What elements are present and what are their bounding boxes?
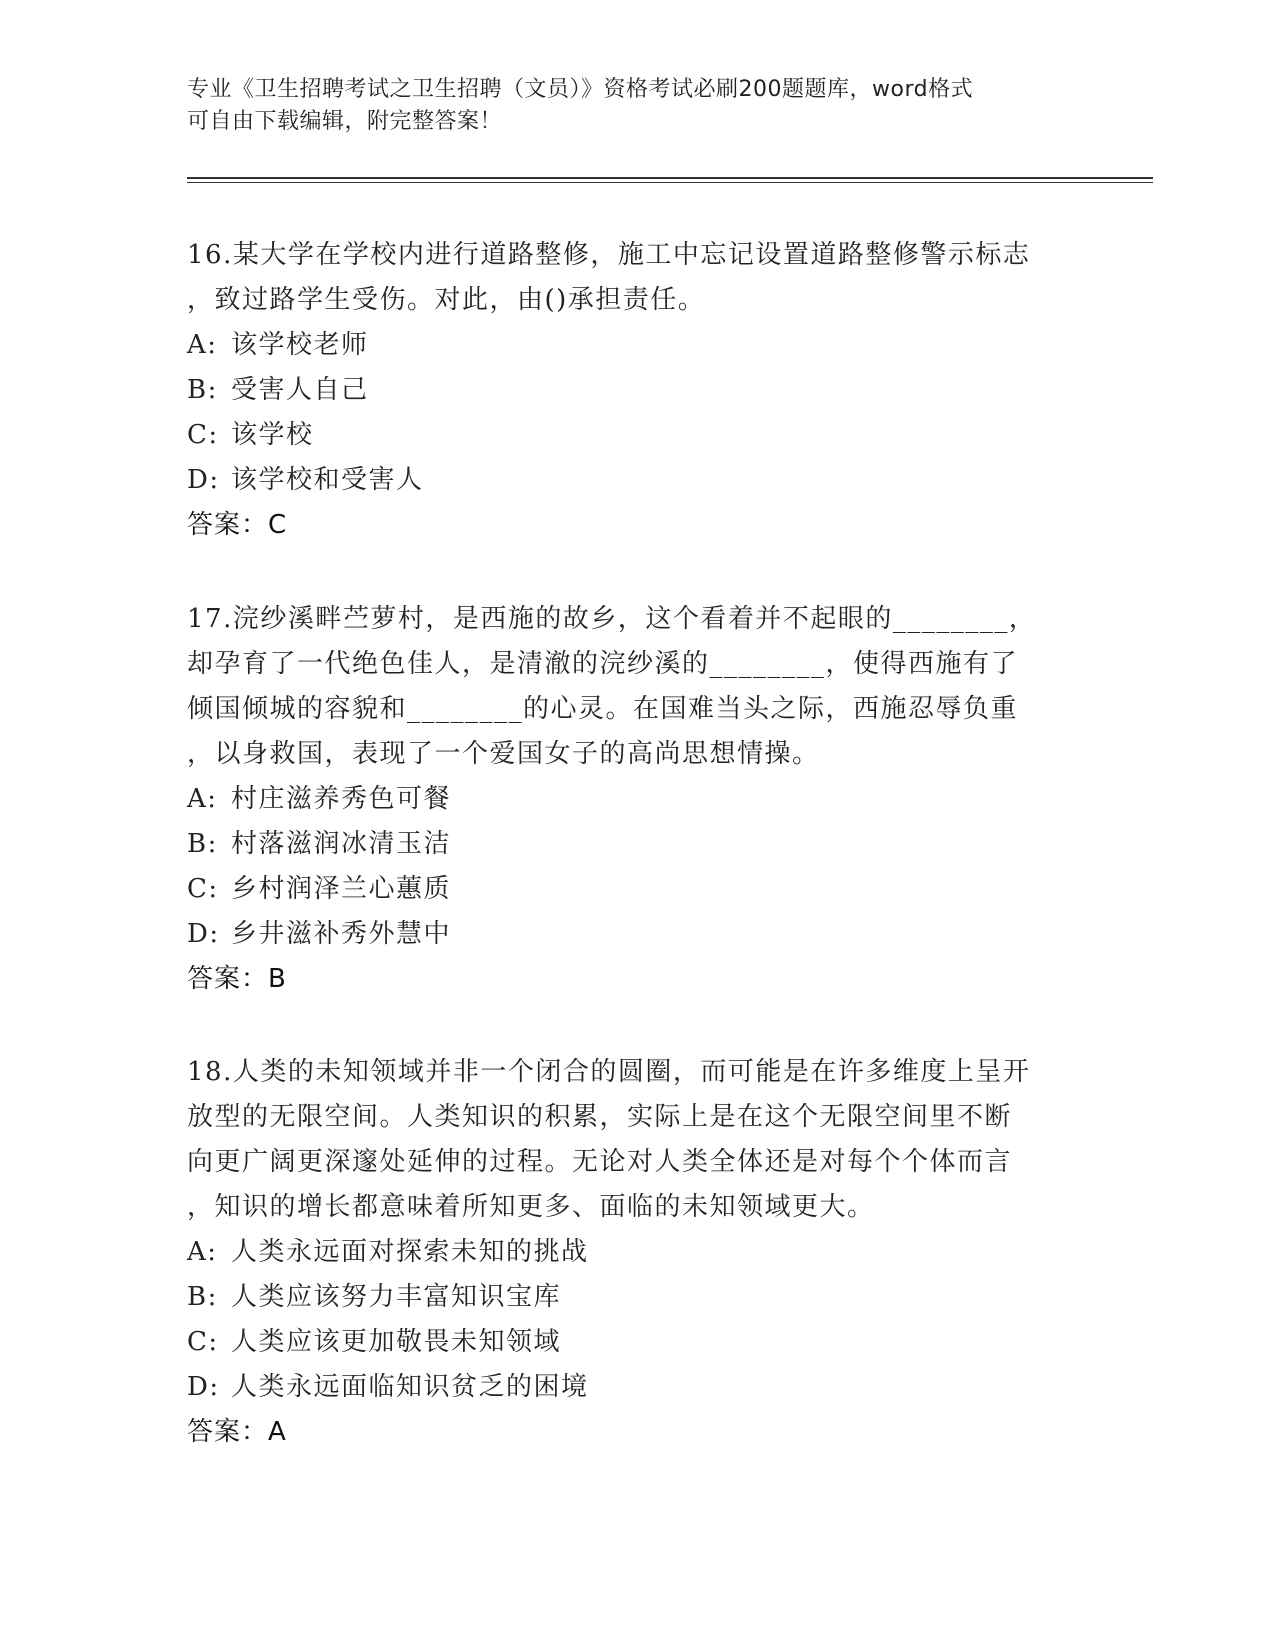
option-c (187, 413, 1087, 458)
option-text: 乡井滋补秀外慧中 (231, 919, 452, 949)
option-d (187, 1365, 1087, 1410)
option-b (187, 368, 1087, 413)
document-header (187, 74, 1067, 138)
question-text-line: 却孕育了一代绝色佳人，是清澈的浣纱溪的________，使得西施有了 (187, 649, 1019, 679)
option-key: A: (187, 784, 218, 814)
option-text: 村庄滋养秀色可餐 (231, 784, 452, 814)
option-text: 人类应该努力丰富知识宝库 (231, 1282, 562, 1312)
option-key: D: (187, 465, 220, 495)
option-key: B: (187, 375, 218, 405)
question-text-line: 17.浣纱溪畔苎萝村，是西施的故乡，这个看着并不起眼的________， (187, 604, 1037, 634)
option-key: A: (187, 330, 218, 360)
option-key: D: (187, 919, 220, 949)
option-d (187, 912, 1087, 957)
header-title-line-2: 可自由下载编辑，附完整答案！ (187, 109, 503, 134)
option-c (187, 867, 1087, 912)
option-text: 人类应该更加敬畏未知领域 (231, 1327, 562, 1357)
option-text: 该学校老师 (231, 330, 369, 360)
option-text: 人类永远面临知识贫乏的困境 (231, 1372, 589, 1402)
option-c (187, 1320, 1087, 1365)
option-key: C: (187, 1327, 219, 1357)
option-a (187, 1230, 1087, 1275)
option-key: D: (187, 1372, 220, 1402)
option-a (187, 777, 1087, 822)
question-text-line: ，以身救国，表现了一个爱国女子的高尚思想情操。 (187, 739, 820, 769)
option-d (187, 458, 1087, 503)
option-text: 受害人自己 (231, 375, 369, 405)
answer-label: 答案：C (187, 510, 288, 540)
option-key: C: (187, 874, 219, 904)
option-text: 该学校 (231, 420, 314, 450)
option-text: 村落滋润冰清玉洁 (231, 829, 452, 859)
option-key: B: (187, 829, 218, 859)
question-18 (187, 1050, 1087, 1455)
question-text-line: ，致过路学生受伤。对此，由()承担责任。 (187, 285, 706, 315)
header-divider-thin (187, 182, 1153, 183)
option-text: 该学校和受害人 (231, 465, 424, 495)
option-key: A: (187, 1237, 218, 1267)
header-divider-thick (187, 177, 1153, 179)
question-16 (187, 233, 1087, 548)
option-b (187, 1275, 1087, 1320)
header-title-line-1: 专业《卫生招聘考试之卫生招聘（文员）》资格考试必刷200题题库，word格式 (187, 77, 974, 102)
question-text-line: 倾国倾城的容貌和________的心灵。在国难当头之际，西施忍辱负重 (187, 694, 1019, 724)
option-a (187, 323, 1087, 368)
option-text: 人类永远面对探索未知的挑战 (231, 1237, 589, 1267)
question-17 (187, 597, 1087, 1002)
answer-label: 答案：B (187, 964, 287, 994)
answer-label: 答案：A (187, 1417, 287, 1447)
question-text-line: ，知识的增长都意味着所知更多、面临的未知领域更大。 (187, 1192, 875, 1222)
option-key: C: (187, 420, 219, 450)
option-key: B: (187, 1282, 218, 1312)
option-text: 乡村润泽兰心蕙质 (231, 874, 452, 904)
question-text-line: 向更广阔更深邃处延伸的过程。无论对人类全体还是对每个个体而言 (187, 1147, 1013, 1177)
option-b (187, 822, 1087, 867)
question-text-line: 16.某大学在学校内进行道路整修，施工中忘记设置道路整修警示标志 (187, 240, 1031, 270)
question-text-line: 18.人类的未知领域并非一个闭合的圆圈，而可能是在许多维度上呈开 (187, 1057, 1031, 1087)
question-text-line: 放型的无限空间。人类知识的积累，实际上是在这个无限空间里不断 (187, 1102, 1013, 1132)
